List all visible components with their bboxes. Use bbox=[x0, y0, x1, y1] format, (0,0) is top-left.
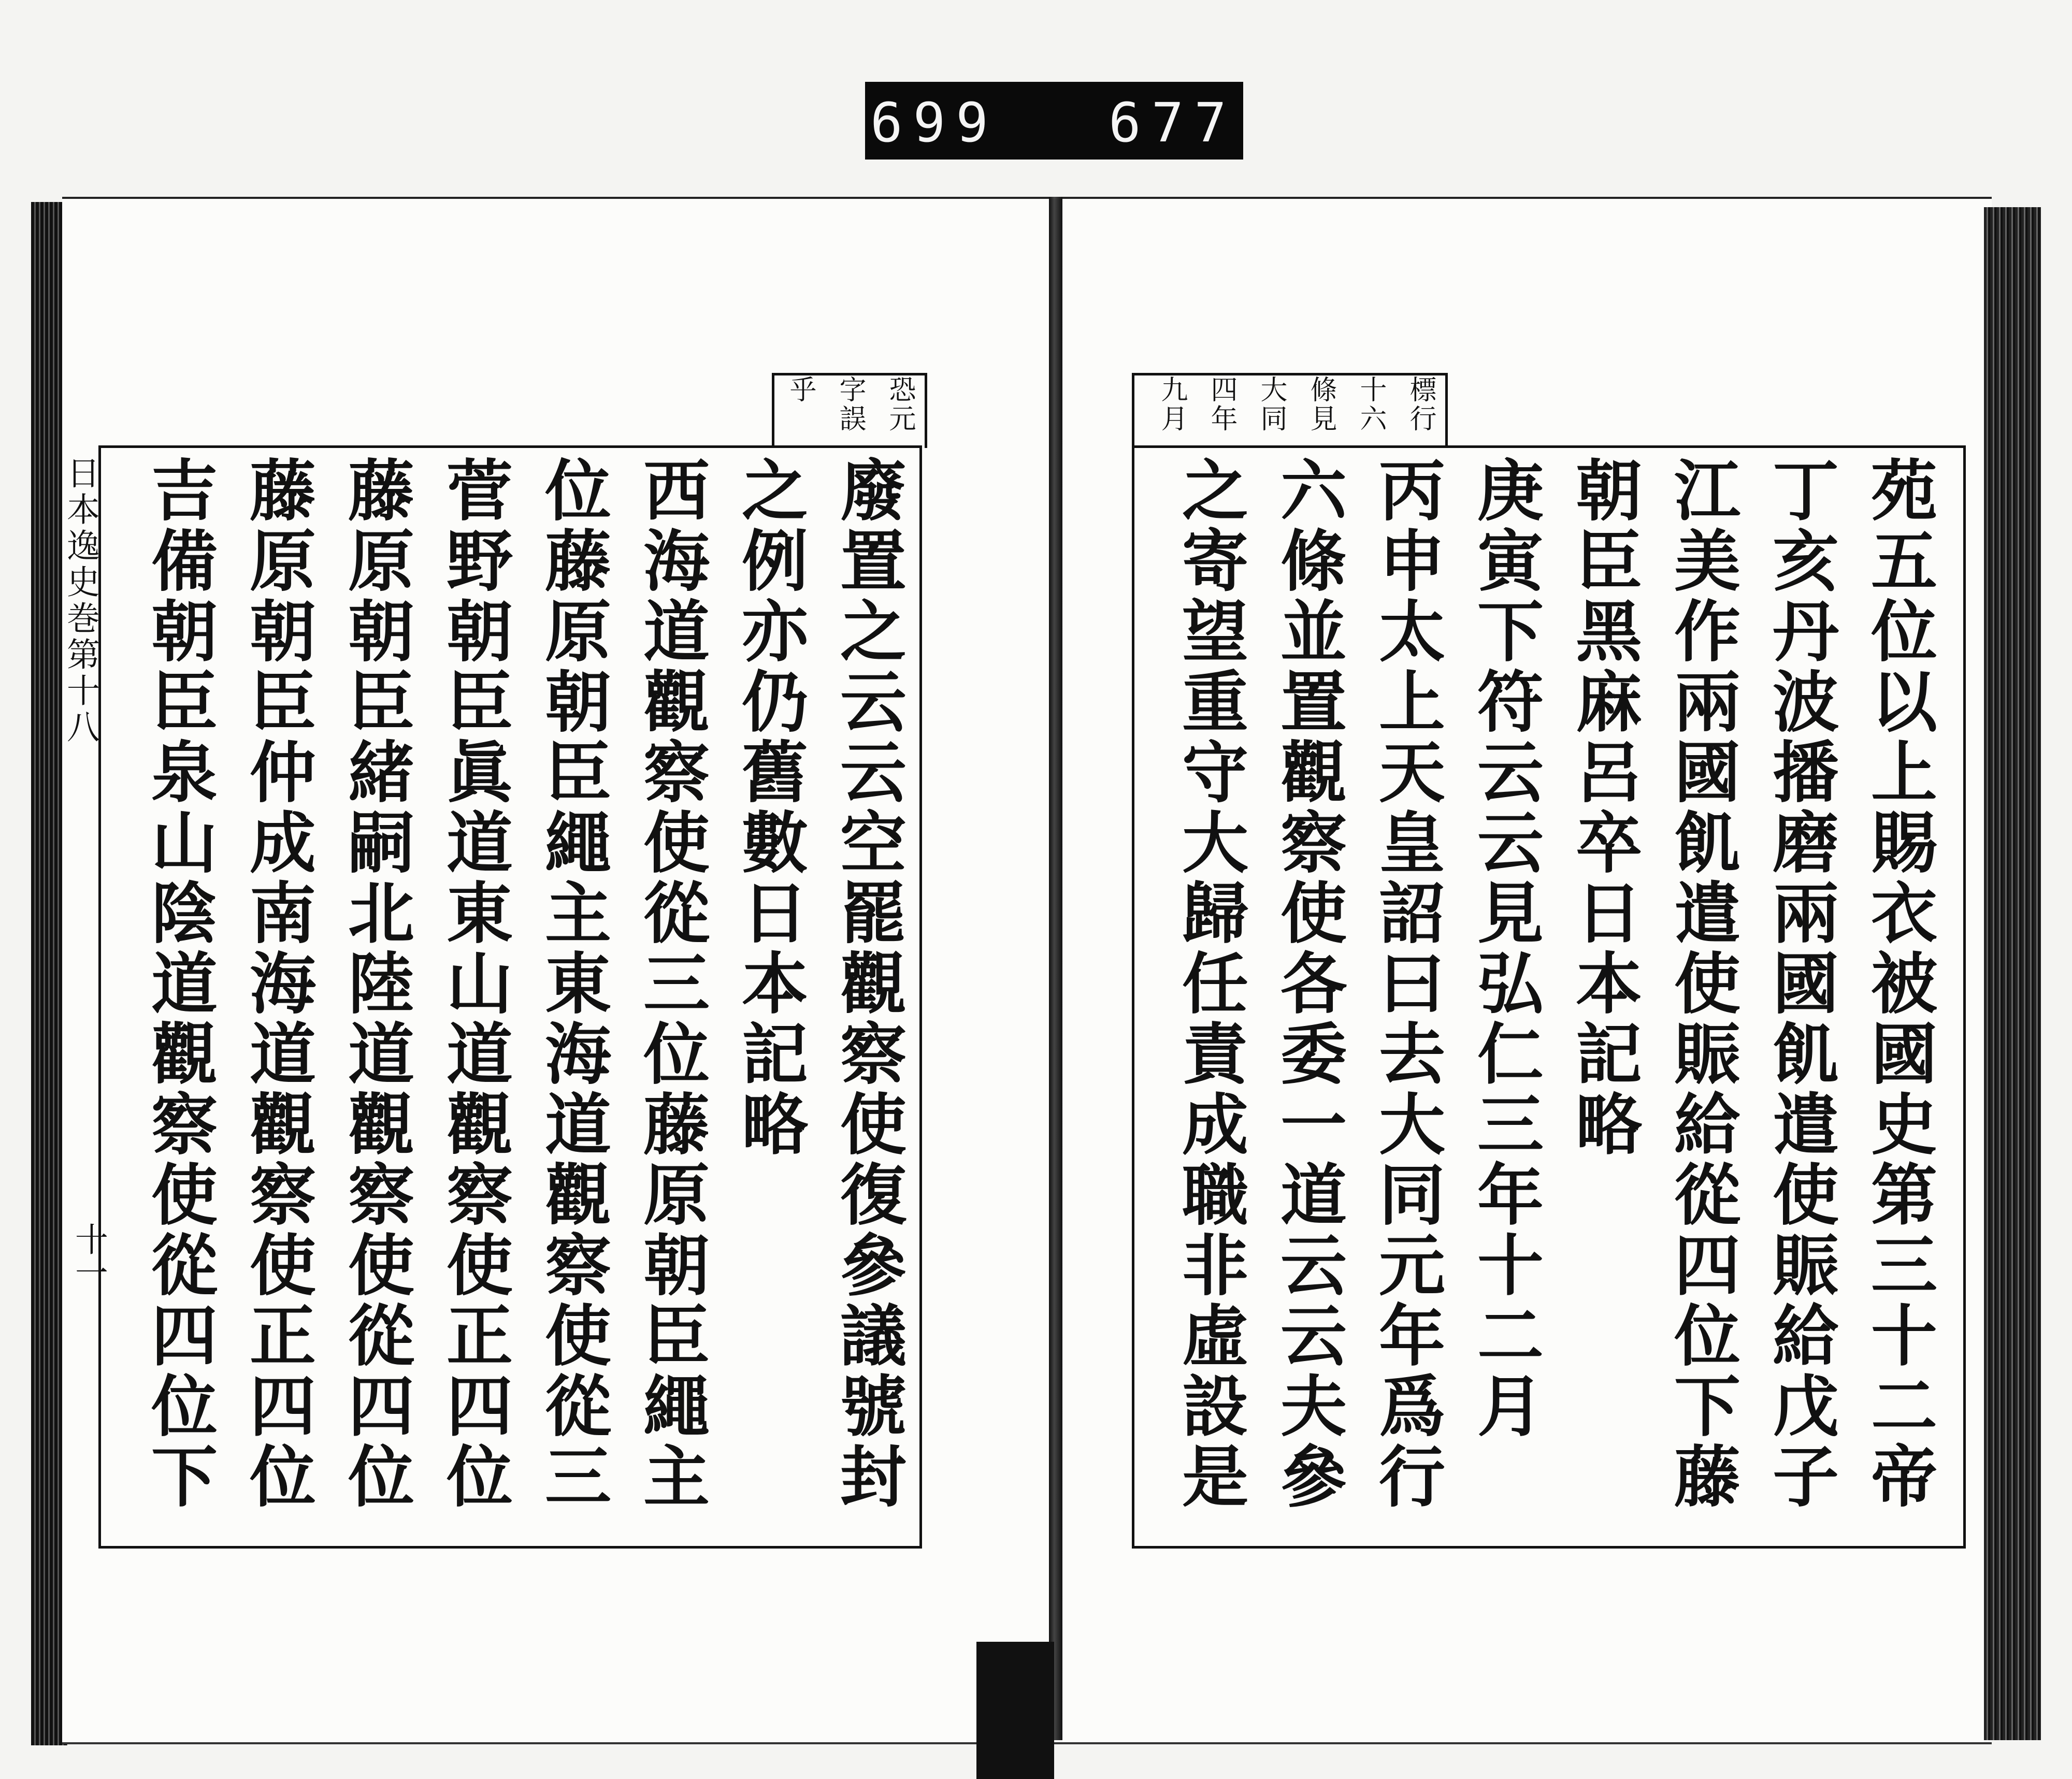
running-title: 日本逸史巻第十八 bbox=[61, 456, 99, 746]
text-column: 之例亦仍舊數日本記略 bbox=[730, 456, 808, 1160]
text-column: 庚寅下符云云見弘仁三年十二月 bbox=[1466, 456, 1544, 1442]
left-margin-note bbox=[772, 373, 927, 448]
text-column: 西海道觀察使從三位藤原朝臣繩主 bbox=[632, 456, 710, 1512]
text-column: 江美作兩國飢遣使賑給從四位下藤 bbox=[1663, 456, 1740, 1512]
margin-note-line: 字誤 bbox=[834, 375, 866, 433]
page-number-left: 699 bbox=[870, 91, 999, 154]
text-column: 六條並置觀察使各委一道云云夫參 bbox=[1269, 456, 1347, 1512]
text-column: 藤原朝臣緒嗣北陸道觀察使從四位 bbox=[337, 456, 414, 1512]
text-column: 丙申太上天皇詔曰去大同元年爲行 bbox=[1368, 456, 1445, 1512]
margin-note-line: 恐元 bbox=[884, 375, 915, 433]
right-margin-note bbox=[1132, 373, 1448, 448]
page-number-plate bbox=[865, 82, 1243, 160]
margin-note-line: 四年 bbox=[1206, 375, 1237, 433]
text-column: 吉備朝臣泉山陰道觀察使從四位下 bbox=[140, 456, 218, 1512]
left-text-columns bbox=[119, 456, 917, 1533]
text-column: 之寄望重守大歸任責成職非虛設是 bbox=[1171, 456, 1248, 1512]
text-column: 廢置之云云空罷觀察使復參議號封 bbox=[829, 456, 906, 1512]
page-number-right: 677 bbox=[1109, 91, 1237, 154]
margin-note-line: 條見 bbox=[1305, 375, 1336, 433]
right-text-columns bbox=[1140, 456, 1948, 1533]
text-column: 丁亥丹波播磨兩國飢遣使賑給戊子 bbox=[1761, 456, 1839, 1512]
margin-note-line: 大同 bbox=[1256, 375, 1287, 433]
margin-note-line: 九月 bbox=[1156, 375, 1187, 433]
margin-note-line: 乎 bbox=[785, 375, 816, 404]
margin-note-line: 標行 bbox=[1405, 375, 1436, 433]
text-column: 位藤原朝臣繩主東海道觀察使從三 bbox=[534, 456, 611, 1512]
right-page-edge bbox=[1984, 207, 2041, 1740]
folio: 十一 bbox=[69, 1222, 108, 1289]
text-column: 菅野朝臣眞道東山道觀察使正四位 bbox=[435, 456, 513, 1512]
text-column: 朝臣黑麻呂卒日本記略 bbox=[1564, 456, 1642, 1160]
text-column: 苑五位以上賜衣被國史第三十二帝 bbox=[1860, 456, 1937, 1512]
text-column: 藤原朝臣仲成南海道觀察使正四位 bbox=[238, 456, 316, 1512]
binding-block bbox=[976, 1642, 1054, 1779]
margin-note-line: 十六 bbox=[1355, 375, 1386, 433]
book-gutter bbox=[1049, 197, 1062, 1740]
